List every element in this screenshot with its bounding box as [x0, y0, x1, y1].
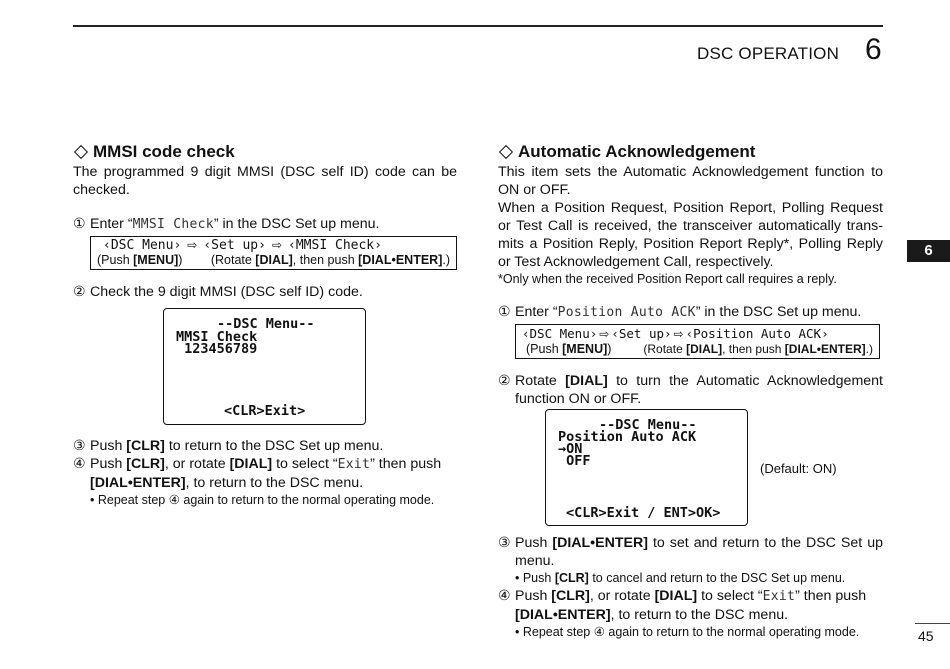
- section-heading: Automatic Acknowledgement: [498, 142, 883, 162]
- step-3-note: • Push [CLR] to cancel and return to the DSC Set up menu.: [515, 571, 846, 585]
- mmsi-check-section: [73, 142, 457, 301]
- intro-paragraph-1: This item sets the Automatic Acknowledgement function to ON or OFF.: [498, 164, 883, 198]
- mmsi-steps-continued: [73, 437, 457, 509]
- lcd-screen-auto-ack: --DSC Menu-- Position Auto ACK →ON OFF <CLR>Exit / ENT>OK>: [545, 409, 748, 526]
- chapter-title: DSC OPERATION: [697, 44, 840, 63]
- lcd-screen-mmsi: --DSC Menu-- MMSI Check 123456789 <CLR>Exit>: [163, 308, 366, 425]
- header-rule: [73, 25, 883, 27]
- side-chapter-tab: 6: [907, 240, 950, 262]
- step-2: ② Rotate [DIAL] to turn the Automatic Acknowledgement function ON or OFF.: [498, 373, 883, 407]
- auto-ack-section: [498, 142, 883, 408]
- step-3: ③ Push [CLR] to return to the DSC Set up menu.: [73, 438, 384, 454]
- menu-path-box: ‹DSC Menu› ⇨ ‹Set up› ⇨ ‹Position Auto ACK› (Push [MENU]) (Rotate [DIAL], then push [DIAL•ENTER].): [515, 324, 880, 359]
- step-1: ① Enter “Position Auto ACK” in the DSC Set up menu.: [498, 304, 862, 320]
- menu-path-box: ‹DSC Menu› ⇨ ‹Set up› ⇨ ‹MMSI Check› (Push [MENU]) (Rotate [DIAL], then push [DIAL•ENTER].): [90, 236, 457, 270]
- intro-paragraph-2: When a Position Request, Position Report, Polling Request or Test Call is received, the transceiver automatically trans-mits a Position Reply, Position Report Reply*, Polling Reply or Test Acknowledgement Call, respectively.: [498, 200, 883, 270]
- intro-paragraph: The programmed 9 digit MMSI (DSC self ID) code can be checked.: [73, 164, 457, 198]
- diamond-bullet-icon: [499, 144, 513, 158]
- footnote: *Only when the received Position Report call requires a reply.: [498, 272, 837, 286]
- default-label: (Default: ON): [760, 461, 837, 476]
- step-3: ③ Push [DIAL•ENTER] to set and return to the DSC Set up menu.: [498, 535, 883, 569]
- step-2: ② Check the 9 digit MMSI (DSC self ID) code.: [73, 284, 363, 300]
- step-4: ④ Push [CLR], or rotate [DIAL] to select “Exit” then push [DIAL•ENTER], to return to the DSC menu.: [73, 456, 442, 491]
- step-4: ④ Push [CLR], or rotate [DIAL] to select “Exit” then push [DIAL•ENTER], to return to the DSC menu.: [498, 588, 867, 623]
- page-number-rule: [915, 623, 950, 624]
- step-4-note: • Repeat step ④ again to return to the normal operating mode.: [515, 625, 860, 639]
- diamond-bullet-icon: [74, 144, 88, 158]
- step-4-note: • Repeat step ④ again to return to the normal operating mode.: [90, 493, 435, 507]
- step-1: ① Enter “MMSI Check” in the DSC Set up menu.: [73, 216, 380, 232]
- page-number: 45: [918, 628, 934, 644]
- auto-ack-steps-continued: [498, 534, 883, 641]
- chapter-number: 6: [865, 33, 882, 66]
- section-heading: MMSI code check: [73, 142, 457, 162]
